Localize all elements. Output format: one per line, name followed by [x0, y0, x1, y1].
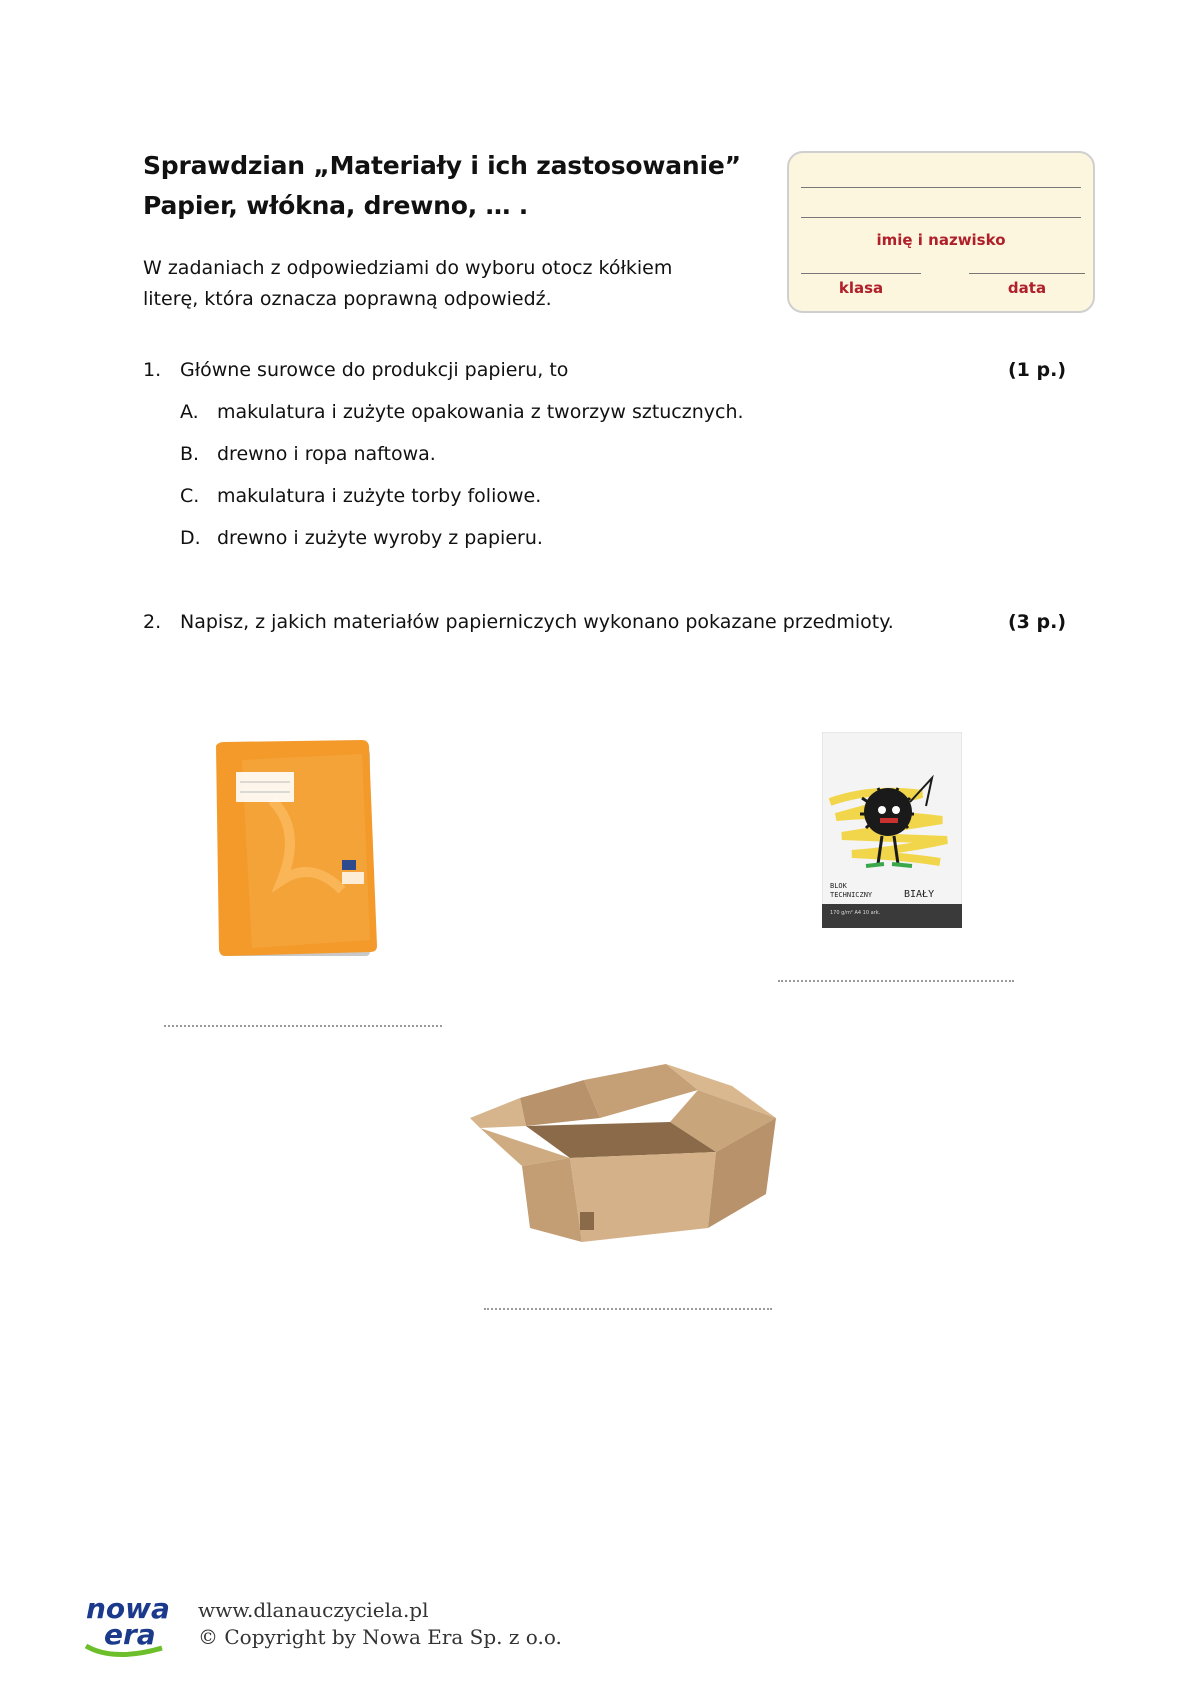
- footer-url[interactable]: www.dlanauczyciela.pl: [198, 1598, 429, 1622]
- option-a-text: makulatura i zużyte opakowania z tworzyw sztucznych.: [217, 401, 744, 423]
- question-1-points: (1 p.): [1008, 359, 1067, 381]
- question-1-number: 1.: [143, 359, 162, 381]
- option-d-letter[interactable]: D.: [180, 527, 201, 549]
- date-line[interactable]: [969, 273, 1085, 274]
- pad-label-line2: TECHNICZNY: [830, 891, 873, 899]
- logo-bottom-text: era: [104, 1618, 156, 1651]
- date-label: data: [1007, 279, 1047, 297]
- name-label: imię i nazwisko: [876, 231, 1006, 249]
- option-c-letter[interactable]: C.: [180, 485, 200, 507]
- option-d-text: drewno i zużyte wyroby z papieru.: [217, 527, 543, 549]
- pad-label-line1: BLOK: [830, 882, 847, 890]
- question-2-text: Napisz, z jakich materiałów papierniczych wykonano pokazane przedmioty.: [180, 611, 894, 633]
- drawing-pad-image: [822, 732, 962, 928]
- option-b-text: drewno i ropa naftowa.: [217, 443, 436, 465]
- name-line-1[interactable]: [801, 187, 1081, 188]
- notebook-image: [212, 740, 384, 962]
- pad-small-text: 170 g/m² A4 10 ark.: [830, 910, 881, 916]
- question-1-text: Główne surowce do produkcji papieru, to: [180, 359, 569, 381]
- cardboard-box-image: [470, 1062, 776, 1242]
- logo-top-text: nowa: [86, 1592, 170, 1625]
- name-line-2[interactable]: [801, 217, 1081, 218]
- test-title: [143, 146, 741, 226]
- instructions: [143, 253, 743, 315]
- class-label: klasa: [838, 279, 884, 297]
- answer-line-pad[interactable]: [778, 980, 1014, 982]
- instruction-line-2: literę, która oznacza poprawną odpowiedź.: [143, 288, 552, 310]
- option-c-text: makulatura i zużyte torby foliowe.: [217, 485, 542, 507]
- nowa-era-logo: [84, 1592, 180, 1662]
- title-line-2: Papier, włókna, drewno, … .: [143, 191, 529, 220]
- option-b-letter[interactable]: B.: [180, 443, 200, 465]
- pad-label-word: BIAŁY: [904, 889, 935, 900]
- instruction-line-1: W zadaniach z odpowiedziami do wyboru otocz kółkiem: [143, 257, 673, 279]
- answer-line-box[interactable]: [484, 1308, 772, 1310]
- answer-line-notebook[interactable]: [164, 1025, 442, 1027]
- option-a-letter[interactable]: A.: [180, 401, 199, 423]
- title-line-1: Sprawdzian „Materiały i ich zastosowanie”: [143, 151, 741, 180]
- question-2-points: (3 p.): [1008, 611, 1067, 633]
- footer-copyright: © Copyright by Nowa Era Sp. z o.o.: [198, 1625, 562, 1649]
- question-2-number: 2.: [143, 611, 162, 633]
- student-info-box: [787, 151, 1095, 313]
- class-line[interactable]: [801, 273, 921, 274]
